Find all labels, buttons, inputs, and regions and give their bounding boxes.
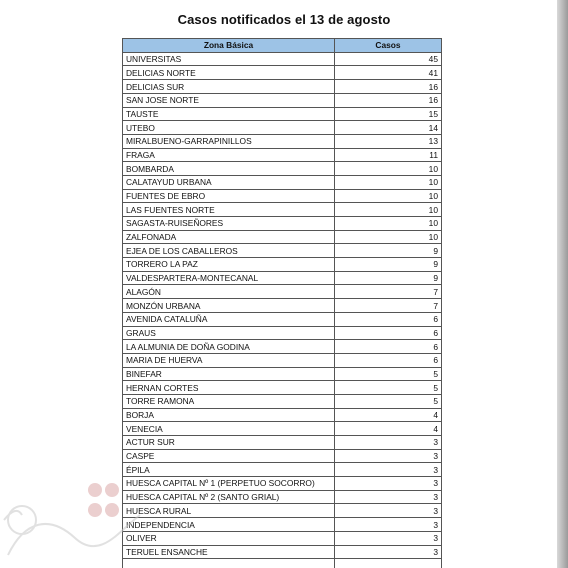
zona-basica-cell: ALAGÓN xyxy=(123,285,335,299)
table-row xyxy=(123,271,442,285)
zona-basica-cell: VENECIA xyxy=(123,422,335,436)
table-row xyxy=(123,148,442,162)
casos-cell: 10 xyxy=(335,175,442,189)
casos-cell: 4 xyxy=(335,408,442,422)
table-row xyxy=(123,353,442,367)
zona-basica-cell: INDEPENDENCIA xyxy=(123,518,335,532)
table-row xyxy=(123,449,442,463)
table-row xyxy=(123,559,442,568)
table-row xyxy=(123,189,442,203)
table-row xyxy=(123,52,442,66)
zona-basica-cell: MIRALBUENO-GARRAPINILLOS xyxy=(123,134,335,148)
table-row xyxy=(123,436,442,450)
zona-basica-cell: SAGASTA-RUISEÑORES xyxy=(123,217,335,231)
zona-basica-cell: UNIVERSITAS xyxy=(123,52,335,66)
zona-basica-cell: MARIA DE HUERVA xyxy=(123,353,335,367)
casos-cell: 16 xyxy=(335,93,442,107)
zona-basica-cell: DELICIAS SUR xyxy=(123,80,335,94)
zona-basica-cell: AVENIDA CATALUÑA xyxy=(123,312,335,326)
casos-cell: 6 xyxy=(335,353,442,367)
zona-basica-cell: BOMBARDA xyxy=(123,162,335,176)
casos-cell: 5 xyxy=(335,381,442,395)
table-row xyxy=(123,463,442,477)
casos-cell: 13 xyxy=(335,134,442,148)
zona-basica-cell: VALDESPARTERA-MONTECANAL xyxy=(123,271,335,285)
zona-basica-cell: MONZÓN URBANA xyxy=(123,299,335,313)
cases-table xyxy=(122,38,442,568)
zona-basica-cell: BINEFAR xyxy=(123,367,335,381)
table-row xyxy=(123,93,442,107)
casos-cell: 10 xyxy=(335,189,442,203)
table-row xyxy=(123,107,442,121)
zona-basica-cell: ACTUR SUR xyxy=(123,436,335,450)
casos-cell: 4 xyxy=(335,422,442,436)
table-header-row xyxy=(123,39,442,53)
table-row xyxy=(123,312,442,326)
zona-basica-cell: TORRERO LA PAZ xyxy=(123,258,335,272)
table-row xyxy=(123,299,442,313)
table-row xyxy=(123,422,442,436)
zona-basica-cell: ZALFONADA xyxy=(123,230,335,244)
casos-cell: 14 xyxy=(335,121,442,135)
table-row xyxy=(123,518,442,532)
table-row xyxy=(123,367,442,381)
table-row xyxy=(123,258,442,272)
casos-cell: 10 xyxy=(335,230,442,244)
table-row xyxy=(123,408,442,422)
page-title: Casos notificados el 13 de agosto xyxy=(177,12,391,27)
table-row xyxy=(123,381,442,395)
zona-basica-cell: HUESCA CAPITAL Nº 1 (PERPETUO SOCORRO) xyxy=(123,477,335,491)
zona-basica-cell: HUESCA CAPITAL Nº 2 (SANTO GRIAL) xyxy=(123,490,335,504)
table-row xyxy=(123,394,442,408)
zona-basica-cell: BORJA xyxy=(123,408,335,422)
zona-basica-cell: CASPE xyxy=(123,449,335,463)
column-header-casos: Casos xyxy=(335,39,442,53)
table-row xyxy=(123,285,442,299)
casos-cell: 3 xyxy=(335,545,442,559)
casos-cell xyxy=(335,559,442,568)
casos-cell: 3 xyxy=(335,518,442,532)
table-body xyxy=(123,52,442,568)
table-row xyxy=(123,490,442,504)
table-row xyxy=(123,203,442,217)
viewer-page-edge xyxy=(557,0,568,568)
zona-basica-cell: LAS FUENTES NORTE xyxy=(123,203,335,217)
casos-cell: 41 xyxy=(335,66,442,80)
casos-cell: 6 xyxy=(335,326,442,340)
casos-cell: 7 xyxy=(335,299,442,313)
table-row xyxy=(123,477,442,491)
casos-cell: 3 xyxy=(335,490,442,504)
table-row xyxy=(123,230,442,244)
zona-basica-cell: SAN JOSE NORTE xyxy=(123,93,335,107)
zona-basica-cell: OLIVER xyxy=(123,531,335,545)
casos-cell: 45 xyxy=(335,52,442,66)
zona-basica-cell: FRAGA xyxy=(123,148,335,162)
casos-cell: 9 xyxy=(335,244,442,258)
table-row xyxy=(123,244,442,258)
casos-cell: 5 xyxy=(335,367,442,381)
casos-cell: 10 xyxy=(335,162,442,176)
table-row xyxy=(123,134,442,148)
table-row xyxy=(123,531,442,545)
table-row xyxy=(123,175,442,189)
zona-basica-cell: TERUEL ENSANCHE xyxy=(123,545,335,559)
zona-basica-cell: TORRE RAMONA xyxy=(123,394,335,408)
casos-cell: 10 xyxy=(335,203,442,217)
table-row xyxy=(123,162,442,176)
zona-basica-cell: HERNAN CORTES xyxy=(123,381,335,395)
column-header-zona: Zona Básica xyxy=(123,39,335,53)
table-row xyxy=(123,340,442,354)
casos-cell: 3 xyxy=(335,504,442,518)
casos-cell: 3 xyxy=(335,531,442,545)
table-row xyxy=(123,121,442,135)
casos-cell: 9 xyxy=(335,271,442,285)
zona-basica-cell xyxy=(123,559,335,568)
casos-cell: 10 xyxy=(335,217,442,231)
table-row xyxy=(123,326,442,340)
zona-basica-cell: DELICIAS NORTE xyxy=(123,66,335,80)
zona-basica-cell: CALATAYUD URBANA xyxy=(123,175,335,189)
table-row xyxy=(123,545,442,559)
zona-basica-cell: LA ALMUNIA DE DOÑA GODINA xyxy=(123,340,335,354)
casos-cell: 9 xyxy=(335,258,442,272)
casos-cell: 15 xyxy=(335,107,442,121)
casos-cell: 11 xyxy=(335,148,442,162)
casos-cell: 3 xyxy=(335,449,442,463)
zona-basica-cell: EJEA DE LOS CABALLEROS xyxy=(123,244,335,258)
zona-basica-cell: ÉPILA xyxy=(123,463,335,477)
zona-basica-cell: HUESCA RURAL xyxy=(123,504,335,518)
table-row xyxy=(123,66,442,80)
zona-basica-cell: TAUSTE xyxy=(123,107,335,121)
table-row xyxy=(123,504,442,518)
zona-basica-cell: FUENTES DE EBRO xyxy=(123,189,335,203)
casos-cell: 3 xyxy=(335,477,442,491)
table-row xyxy=(123,217,442,231)
zona-basica-cell: UTEBO xyxy=(123,121,335,135)
casos-cell: 7 xyxy=(335,285,442,299)
casos-cell: 6 xyxy=(335,340,442,354)
casos-cell: 5 xyxy=(335,394,442,408)
casos-cell: 16 xyxy=(335,80,442,94)
casos-cell: 6 xyxy=(335,312,442,326)
table-row xyxy=(123,80,442,94)
casos-cell: 3 xyxy=(335,436,442,450)
casos-cell: 3 xyxy=(335,463,442,477)
zona-basica-cell: GRAUS xyxy=(123,326,335,340)
